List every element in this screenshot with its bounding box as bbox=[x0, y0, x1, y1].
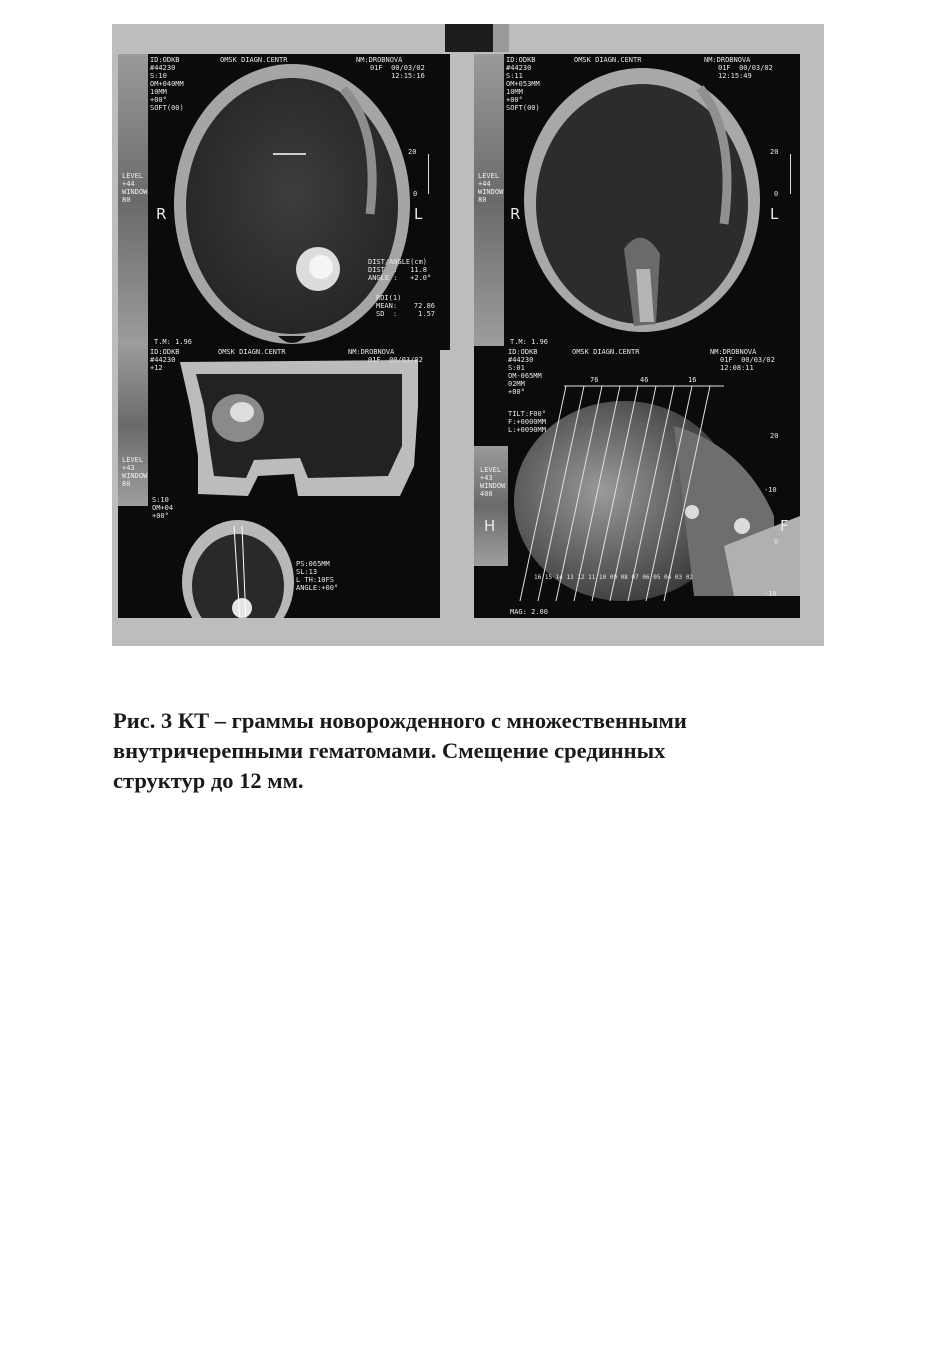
slice-mark-3: 16 bbox=[688, 376, 697, 384]
table-mark: T.M: 1.96 bbox=[154, 338, 192, 346]
distance-measure: DIST/ANGLE(cm) DIST : 11.8 ANGLE : +2.0° bbox=[368, 258, 432, 282]
scale-top: 20 bbox=[408, 148, 417, 156]
scale-bar bbox=[772, 154, 791, 194]
head-label: H bbox=[484, 517, 496, 535]
scale-mark-4: -10 bbox=[764, 590, 777, 598]
ct-scan-axial-2 bbox=[474, 54, 800, 350]
patient-name: NM:DROBNOVA bbox=[710, 348, 757, 356]
patient-name: NM:DROBNOVA bbox=[356, 56, 403, 64]
window-level: LEVEL +43 WINDOW 400 bbox=[480, 466, 506, 498]
ct-scout-lateral bbox=[474, 346, 800, 618]
table-mark: T.M: 1.96 bbox=[510, 338, 548, 346]
center-label: OMSK DIAGN.CENTR bbox=[574, 56, 642, 64]
tilt-info: TILT:F00° F:+0000MM L:+0090MM bbox=[508, 410, 546, 434]
roi-stats: ROI(1) MEAN: 72.86 SD : 1.57 bbox=[376, 294, 436, 318]
scan-date: 01F 00/03/02 12:08:11 bbox=[720, 356, 775, 372]
right-side-label: R bbox=[156, 205, 167, 223]
slice-mark-1: 76 bbox=[590, 376, 599, 384]
scan-date: 01F 00/03/02 bbox=[368, 356, 423, 364]
center-label: OMSK DIAGN.CENTR bbox=[220, 56, 288, 64]
scale-mark-1: 20 bbox=[770, 432, 779, 440]
ct-scan-reconstruction bbox=[118, 346, 440, 618]
figure-caption bbox=[113, 706, 833, 796]
magnified-region-image bbox=[118, 346, 440, 618]
left-side-label: L bbox=[414, 205, 423, 223]
magnification: MAG: 2.00 bbox=[510, 608, 548, 616]
scale-top: 20 bbox=[770, 148, 779, 156]
ct-figure bbox=[112, 24, 824, 646]
scale-bottom: 0 bbox=[774, 190, 779, 198]
patient-name: NM:DROBNOVA bbox=[704, 56, 751, 64]
reconstruction-params: PS:065MM SL:13 L TH:10FS ANGLE:+00° bbox=[296, 560, 339, 592]
caption-line-2: внутричерепными гематомами. Смещение срединных bbox=[113, 738, 666, 763]
feet-label: F bbox=[780, 517, 789, 535]
slice-numbers: 16 15 14 13 12 11 10 09 08 07 06 05 04 03 02 bbox=[534, 574, 693, 581]
scale-bottom: 0 bbox=[413, 190, 418, 198]
ct-scan-axial-1 bbox=[118, 54, 450, 350]
window-level: LEVEL +43 WINDOW 80 bbox=[122, 456, 148, 488]
patient-info: ID:ODKB #44230 S:10 OM+040MM 10MM +00° SOFT(00) bbox=[150, 56, 184, 112]
window-level: LEVEL +44 WINDOW 80 bbox=[478, 172, 504, 204]
center-label: OMSK DIAGN.CENTR bbox=[572, 348, 640, 356]
left-side-label: L bbox=[770, 205, 779, 223]
slice-info: S:10 OM+04 +00° bbox=[152, 496, 174, 520]
scan-date: 01F 00/03/02 12:15:49 bbox=[718, 64, 773, 80]
patient-info: ID:ODKB #44230 S:01 OM-065MM 02MM +00° bbox=[508, 348, 542, 396]
patient-info: ID:ODKB #44230 +12 bbox=[150, 348, 180, 372]
scale-mark-2: -10 bbox=[764, 486, 777, 494]
window-level: LEVEL +44 WINDOW 80 bbox=[122, 172, 148, 204]
patient-info: ID:ODKB #44230 S:11 OM+053MM 10MM +00° SOFT(00) bbox=[506, 56, 540, 112]
scale-mark-3: 0 bbox=[774, 538, 779, 546]
caption-line-3: структур до 12 мм. bbox=[113, 768, 304, 793]
slice-mark-2: 46 bbox=[640, 376, 649, 384]
patient-name: NM:DROBNOVA bbox=[348, 348, 395, 356]
scan-date: 01F 00/03/02 12:15:16 bbox=[370, 64, 425, 80]
caption-line-1: Рис. 3 КТ – граммы новорожденного с множественными bbox=[113, 708, 687, 733]
right-side-label: R bbox=[510, 205, 521, 223]
scale-bar bbox=[410, 154, 429, 194]
center-label: OMSK DIAGN.CENTR bbox=[218, 348, 286, 356]
